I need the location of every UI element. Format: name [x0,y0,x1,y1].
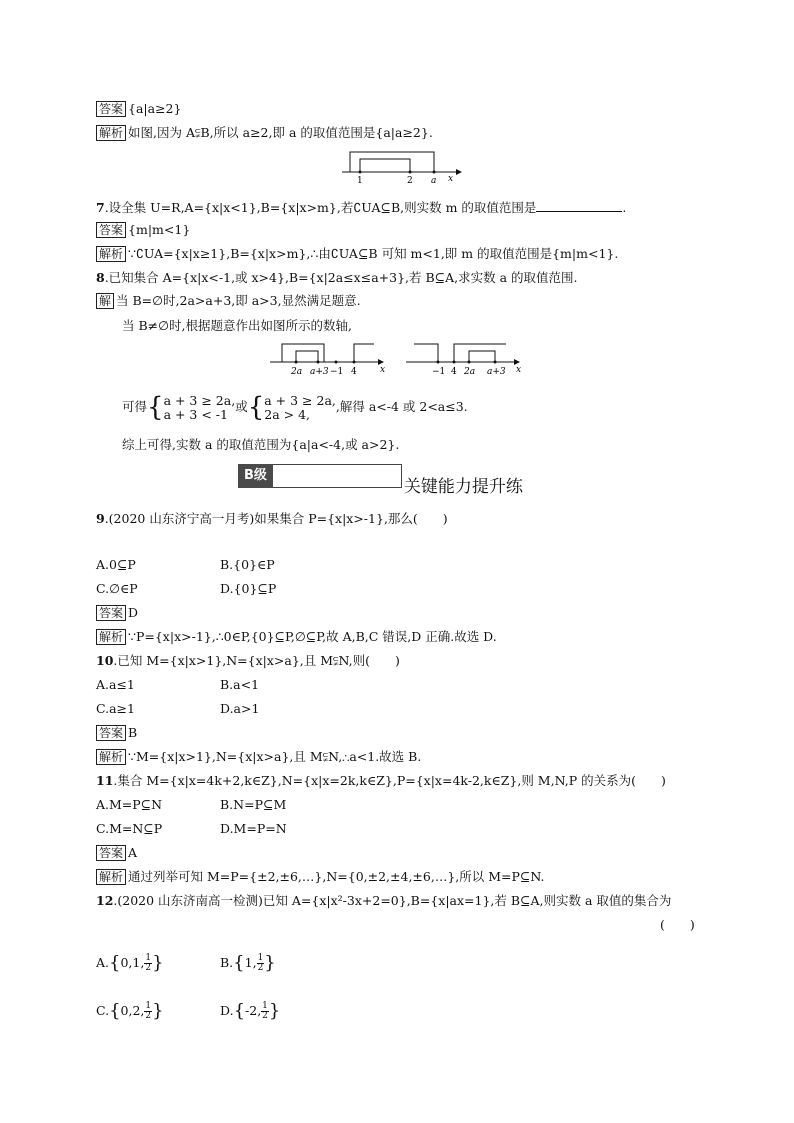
q11-option-c: C.M=N⊆P [96,821,163,836]
right-axis-x: x [516,365,522,375]
right-brace-icon: } [264,952,276,974]
right-tick-neg1: −1 [432,367,446,377]
fraction-half [261,1002,269,1021]
left-brace-icon: { [233,952,245,974]
q10-option-c: C.a≥1 [96,701,135,716]
q7-blank [536,199,622,212]
left-brace-icon: { [109,1000,121,1022]
q9-text: .(2020 山东济宁高一月考)如果集合 P={x|x>-1},那么( ) [104,511,448,526]
q9-answer-line [96,605,138,621]
right-brace-icon: } [152,1000,164,1022]
q9-option-c: C.∅∈P [96,581,138,596]
q9-option-d: D.{0}⊆P [220,581,277,596]
q12-option-c-label: C. [96,1003,110,1018]
left-brace-icon: { [247,392,265,423]
q11-analysis: 通过列举可知 M=P={±2,±6,…},N={0,±2,±4,±6,…},所以 M=P⊆N. [128,869,545,884]
q7-text: .设全集 U=R,A={x|x<1},B={x|x>m},若∁UA⊆B,则实数 m 的取值范围是 [104,200,537,215]
tick-a: a [431,176,437,184]
system-2 [264,394,336,422]
q11-answer-line [96,845,137,861]
q11-option-b: B.N=P⊆M [220,797,287,812]
q7-stem [96,199,626,216]
answer-tag: 答案 [96,725,126,741]
q12-option-a [96,950,164,977]
q8-solution-line-3 [122,390,468,424]
q12-option-c [96,998,164,1025]
q7-number: 7 [96,200,105,215]
fraction-half [144,1002,152,1021]
q8-sol3-post: ,解得 a<-4 或 2<a≤3. [335,399,468,414]
q12-number: 12 [96,893,114,908]
q8-sol4: 综上可得,实数 a 的取值范围为{a|a<-4,或 a>2}. [122,437,400,452]
frac-num: 1 [145,1001,152,1011]
analysis-tag: 解析 [96,246,126,262]
q11-option-a: A.M=P⊆N [96,797,163,812]
q12-answer-paren: ( ) [660,917,695,932]
frac-den: 2 [145,1011,152,1021]
tick-2: 2 [407,176,413,184]
q8-sol3-pre: 可得 [122,399,148,414]
q12-option-b [220,950,276,977]
system-1 [164,394,236,422]
answer-tag: 答案 [96,605,126,621]
left-tick-2a: 2a [291,367,303,377]
analysis-tag: 解析 [96,629,126,645]
frac-den: 2 [145,963,152,973]
q12-option-a-nums: 0,1, [120,955,145,970]
q8-stem [96,270,578,286]
q8-solution-line-4 [122,437,399,453]
q11-number: 11 [96,773,114,788]
q7-text-end: . [622,200,627,215]
q12-option-c-nums: 0,2, [120,1003,145,1018]
q9-stem [96,511,448,527]
right-tick-4: 4 [451,367,457,377]
left-tick-neg1: −1 [330,367,344,377]
q8-text: .已知集合 A={x|x<-1,或 x>4},B={x|2a≤x≤a+3},若 B⊆A,求实数 a 的取值范围. [104,270,578,285]
left-brace-icon: { [109,952,121,974]
q8-solution-line-1 [96,293,361,309]
q10-option-b: B.a<1 [220,677,260,692]
q12-text: .(2020 山东济南高一检测)已知 A={x|x²-3x+2=0},B={x|ax=1},若 B⊆A,则实数 a 取值的集合为 [113,893,672,908]
fraction-half [144,954,152,973]
banner-box [273,464,402,488]
q11-analysis-line [96,869,544,885]
number-line-figure-2 [266,338,526,380]
q7-answer-line [96,222,190,238]
q9-option-b: B.{0}∈P [220,557,275,572]
q12-option-b-label: B. [220,955,234,970]
q7-analysis-line [96,246,618,262]
q7-answer: {m|m<1} [128,222,191,237]
right-tick-a3: a+3 [487,367,506,377]
analysis-tag: 解析 [96,869,126,885]
frac-num: 1 [257,953,264,963]
q9-option-a: A.0⊆P [96,557,136,572]
frac-den: 2 [262,1011,268,1021]
q8-number: 8 [96,270,105,285]
level-badge: B级 [238,464,273,488]
right-brace-icon: } [152,952,164,974]
q10-option-a: A.a≤1 [96,677,135,692]
q11-answer: A [128,845,138,860]
q8-sol3-or: 或 [235,399,248,414]
left-tick-a3: a+3 [310,367,329,377]
left-brace-icon: { [147,392,164,423]
number-line-figure-1 [338,148,468,184]
frac-num: 1 [262,1001,268,1011]
q12-option-d-nums: -2, [245,1003,262,1018]
right-tick-2a: 2a [464,367,476,377]
tick-1: 1 [357,176,363,184]
frac-den: 2 [257,963,264,973]
q8-sol2: 当 B≠∅时,根据题意作出如图所示的数轴, [122,318,352,333]
q11-text: .集合 M={x|x=4k+2,k∈Z},N={x|x=2k,k∈Z},P={x|x=4k-2,k∈Z},则 M,N,P 的关系为( ) [113,773,666,788]
answer-tag: 答案 [96,845,126,861]
q9-answer: D [128,605,139,620]
frac-num: 1 [145,953,152,963]
q6-answer: {a|a≥2} [128,101,182,116]
q7-analysis: ∵∁UA={x|x≥1},B={x|x>m},∴由∁UA⊆B 可知 m<1,即 m 的取值范围是{m|m<1}. [128,246,619,261]
section-title: 关键能力提升练 [403,477,523,497]
q9-analysis: ∵P={x|x>-1},∴0∈P,{0}⊆P,∅⊆P,故 A,B,C 错误,D 正确.故选 D. [128,629,497,644]
q10-option-d: D.a>1 [220,701,260,716]
answer-tag: 答案 [96,222,126,238]
q12-stem [96,893,671,909]
analysis-tag: 解析 [96,749,126,765]
q10-number: 10 [96,653,114,668]
q6-analysis: 如图,因为 A⫋B,所以 a≥2,即 a 的取值范围是{a|a≥2}. [128,125,433,140]
q10-stem [96,653,400,669]
section-banner [238,464,523,498]
q9-analysis-line [96,629,497,645]
q11-stem [96,773,666,789]
q10-analysis-line [96,749,421,765]
q10-answer-line [96,725,137,741]
sys2-line2: 2a > 4, [264,406,311,422]
sys1-line1: a + 3 ≥ 2a, [163,392,236,408]
sys2-line1: a + 3 ≥ 2a, [264,392,336,408]
q12-option-d [220,998,280,1025]
right-brace-icon: } [268,1000,281,1022]
q10-analysis: ∵M={x|x>1},N={x|x>a},且 M⫋N,∴a<1.故选 B. [128,749,422,764]
axis-x: x [448,174,454,184]
q6-analysis-line [96,125,433,141]
sys1-line2: a + 3 < -1 [163,406,228,422]
left-tick-4: 4 [351,367,357,377]
q9-number: 9 [96,511,105,526]
q8-solution-line-2 [122,318,352,334]
analysis-tag: 解析 [96,125,126,141]
answer-tag: 答案 [96,101,126,117]
q12-option-a-label: A. [96,955,110,970]
q11-option-d: D.M=P=N [220,821,287,836]
q12-option-b-nums: 1, [244,955,257,970]
left-brace-icon: { [233,1000,246,1022]
q12-option-d-label: D. [220,1003,234,1018]
q6-answer-line [96,101,181,117]
q10-answer: B [128,725,138,740]
left-axis-x: x [380,365,386,375]
q10-text: .已知 M={x|x>1},N={x|x>a},且 M⫋N,则( ) [113,653,400,668]
q8-sol1: 当 B=∅时,2a>a+3,即 a>3,显然满足题意. [116,293,361,308]
solution-tag: 解 [96,293,114,309]
